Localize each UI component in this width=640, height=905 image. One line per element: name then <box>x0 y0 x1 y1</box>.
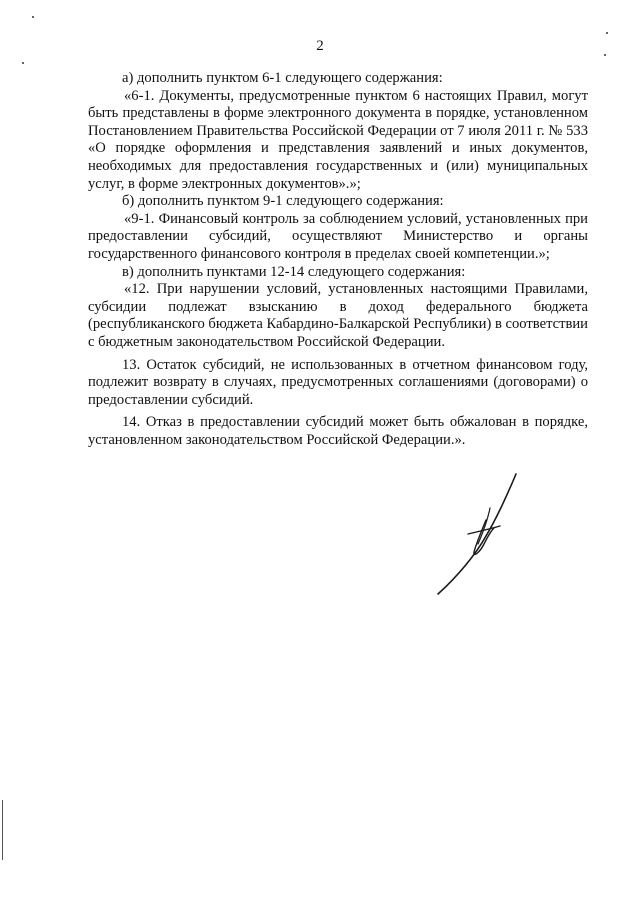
paragraph-clause-9-1: «9-1. Финансовый контроль за соблюдением условий, установленных при предоставлении субсидий, осуществляют Министерство и органы государственного финансового контроля в пределах своей компетенции.»; <box>88 210 588 262</box>
scan-speck <box>604 54 606 56</box>
scan-speck <box>22 62 24 64</box>
scan-speck <box>32 16 34 18</box>
scan-speck <box>606 32 608 34</box>
paragraph-clause-13: 13. Остаток субсидий, не использованных в отчетном финансовом году, подлежит возврату в случаях, предусмотренных соглашениями (договорами) о предоставлении субсидий. <box>88 356 588 408</box>
paragraph-amendment-c: в) дополнить пунктами 12-14 следующего содержания: <box>122 263 466 280</box>
page-number: 2 <box>316 38 324 54</box>
document-body <box>88 70 588 449</box>
paragraph-clause-6-1: «6-1. Документы, предусмотренные пунктом 6 настоящих Правил, могут быть представлены в форме электронного документа в порядке, установленном Постановлением Правительства Российской Федерации от 7 июля 2011 г. № 533 «О порядке оформления и представления заявлений и иных документов, необходимых для предоставления государственных и (или) муниципальных услуг, в форме электронных документов».»; <box>88 87 588 192</box>
handwritten-signature <box>428 468 528 598</box>
paragraph-clause-14: 14. Отказ в предоставлении субсидий может быть обжалован в порядке, установленном законодательством Российской Федерации.». <box>88 414 588 448</box>
paragraph-amendment-b: б) дополнить пунктом 9-1 следующего содержания: <box>122 193 444 210</box>
scan-edge-mark <box>2 800 3 860</box>
paragraph-clause-12: «12. При нарушении условий, установленных настоящими Правилами, субсидии подлежат взысканию в доход федерального бюджета (республиканского бюджета Кабардино-Балкарской Республики) в соответствии с бюджетным законодательством Российской Федерации. <box>88 281 588 350</box>
paragraph-amendment-a: а) дополнить пунктом 6-1 следующего содержания: <box>122 70 443 86</box>
